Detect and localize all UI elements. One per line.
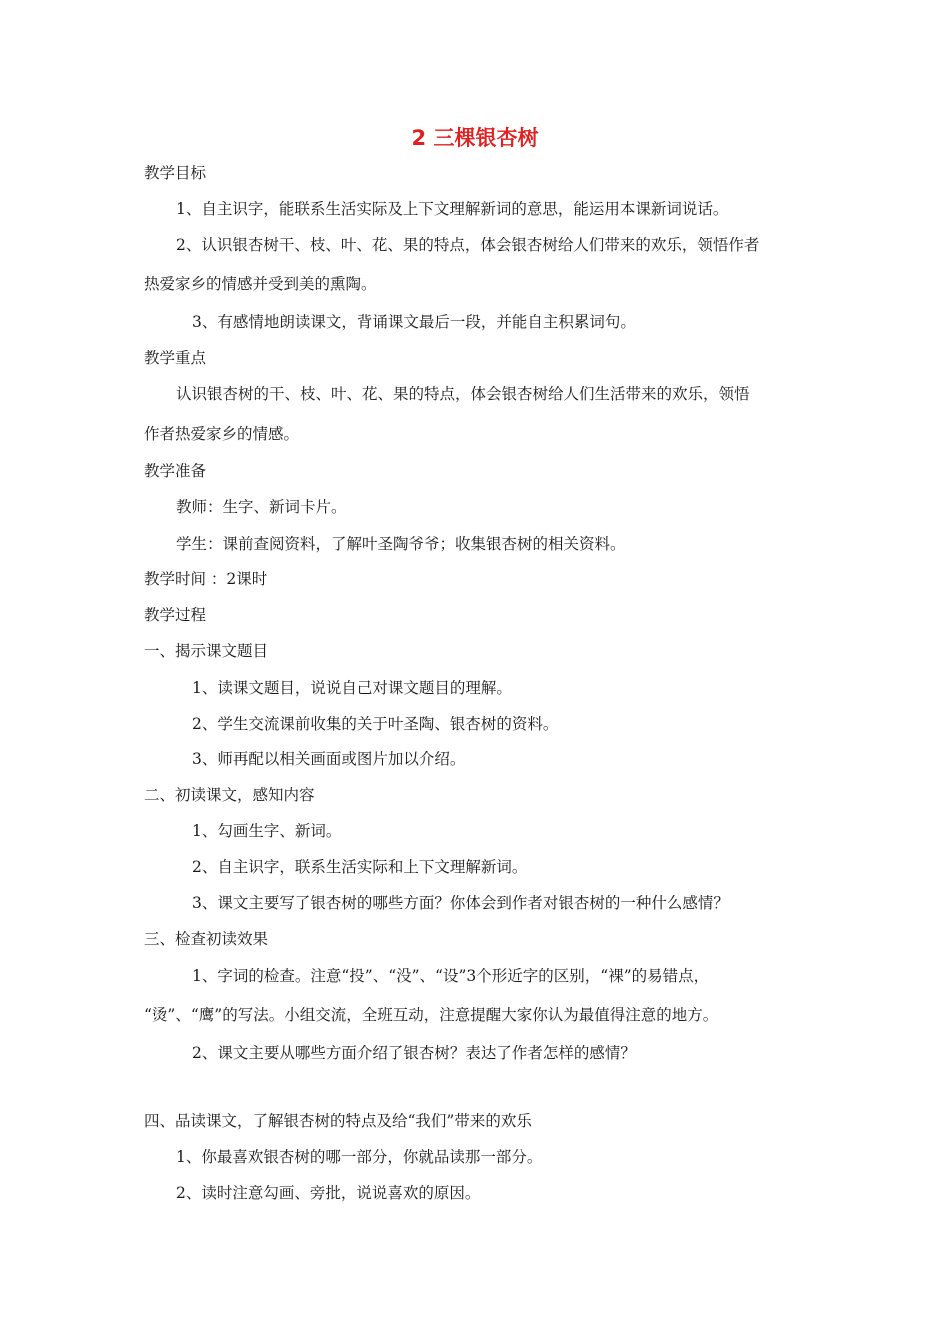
- section-4-heading: 四、品读课文，了解银杏树的特点及给“我们”带来的欢乐: [144, 1112, 532, 1130]
- section-1-item-2: 2、学生交流课前收集的关于叶圣陶、银杏树的资料。: [192, 715, 559, 733]
- goals-heading: 教学目标: [144, 164, 207, 182]
- section-2-item-1: 1、勾画生字、新词。: [192, 822, 342, 840]
- section-1-item-3: 3、师再配以相关画面或图片加以介绍。: [192, 750, 466, 768]
- key-points-heading: 教学重点: [144, 349, 207, 367]
- key-points-line-1: 认识银杏树的干、枝、叶、花、果的特点，体会银杏树给人们生活带来的欢乐，领悟: [176, 385, 750, 403]
- lesson-title: 2 三棵银杏树: [411, 126, 539, 150]
- section-3-item-1-line-1: 1、字词的检查。注意“投”、“没”、“设”3个形近字的区别，“裸”的易错点，: [192, 967, 710, 985]
- process-heading: 教学过程: [144, 606, 207, 624]
- goal-item-1: 1、自主识字，能联系生活实际及上下文理解新词的意思，能运用本课新词说话。: [176, 200, 729, 218]
- preparation-heading: 教学准备: [144, 462, 207, 480]
- section-2-heading: 二、初读课文，感知内容: [144, 786, 315, 804]
- section-2-item-3: 3、课文主要写了银杏树的哪些方面？你体会到作者对银杏树的一种什么感情？: [192, 894, 729, 912]
- section-1-heading: 一、揭示课文题目: [144, 642, 269, 660]
- teaching-time: 教学时间 ：2课时: [144, 570, 268, 588]
- preparation-teacher: 教师：生字、新词卡片。: [176, 498, 347, 516]
- goal-item-2-line-1: 2、认识银杏树干、枝、叶、花、果的特点，体会银杏树给人们带来的欢乐，领悟作者: [176, 236, 760, 254]
- section-3-item-1-line-2: “烫”、“鹰”的写法。小组交流，全班互动，注意提醒大家你认为最值得注意的地方。: [144, 1006, 719, 1024]
- section-2-item-2: 2、自主识字，联系生活实际和上下文理解新词。: [192, 858, 528, 876]
- goal-item-3: 3、有感情地朗读课文，背诵课文最后一段，并能自主积累词句。: [192, 313, 636, 331]
- goal-item-2-line-2: 热爱家乡的情感并受到美的熏陶。: [144, 275, 377, 293]
- preparation-student: 学生：课前查阅资料，了解叶圣陶爷爷；收集银杏树的相关资料。: [176, 535, 626, 553]
- section-4-item-1: 1、你最喜欢银杏树的哪一部分，你就品读那一部分。: [176, 1148, 543, 1166]
- section-3-heading: 三、检查初读效果: [144, 930, 269, 948]
- key-points-line-2: 作者热爱家乡的情感。: [144, 425, 300, 443]
- section-1-item-1: 1、读课文题目，说说自己对课文题目的理解。: [192, 679, 512, 697]
- section-4-item-2: 2、读时注意勾画、旁批，说说喜欢的原因。: [176, 1184, 481, 1202]
- section-3-item-2: 2、课文主要从哪些方面介绍了银杏树？表达了作者怎样的感情？: [192, 1044, 636, 1062]
